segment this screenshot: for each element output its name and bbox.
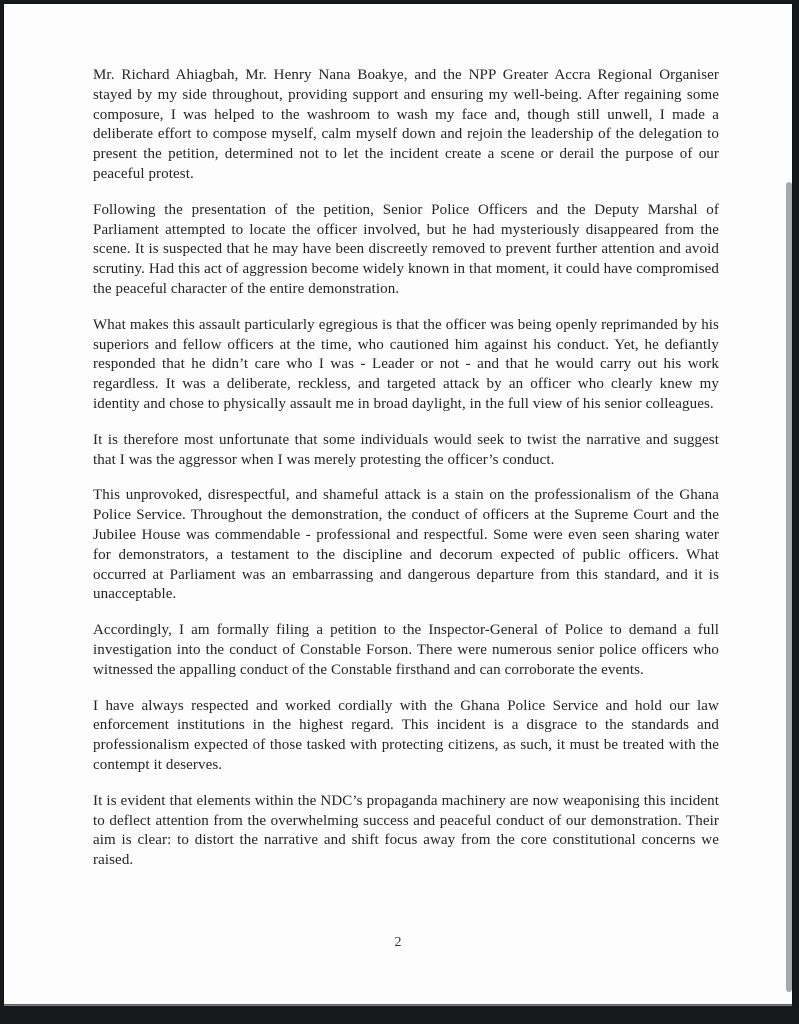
paragraph: I have always respected and worked cordially with the Ghana Police Service and hold our law enforcement institutions in the highest regard. This incident is a disgrace to the standards and professionalism expected of those tasked with protecting citizens, as such, it must be treated with the contempt it deserves. (93, 697, 719, 773)
scrollbar-thumb[interactable] (786, 182, 792, 992)
paragraph: What makes this assault particularly egregious is that the officer was being openly reprimanded by his superiors and fellow officers at the time, who cautioned him against his conduct. Yet, he defiantly responded that he didn’t care who I was - Leader or not - and that he would carry out his work regardless. It was a deliberate, reckless, and targeted attack by an officer who clearly knew my identity and chose to physically assault me in broad daylight, in the full view of his senior colleagues. (93, 316, 719, 412)
page-number: 2 (394, 935, 402, 950)
paragraph: It is evident that elements within the NDC’s propaganda machinery are now weaponising this incident to deflect attention from the overwhelming success and peaceful conduct of our demonstration. Their aim is clear: to distort the narrative and shift focus away from the core constitutional concerns we raised. (93, 792, 719, 869)
page-content (93, 66, 719, 887)
document-page (4, 4, 792, 1004)
paragraph: It is therefore most unfortunate that some individuals would seek to twist the narrative and suggest that I was the aggressor when I was merely protesting the officer’s conduct. (93, 431, 719, 468)
paragraph: This unprovoked, disrespectful, and shameful attack is a stain on the professionalism of the Ghana Police Service. Throughout the demonstration, the conduct of officers at the Supreme Court and the Jubilee House was commendable - professional and respectful. Some were even seen sharing water for demonstrators, a testament to the discipline and decorum expected of public officers. What occurred at Parliament was an embarrassing and dangerous departure from this standard, and it is unacceptable. (93, 487, 719, 603)
paragraph: Following the presentation of the petition, Senior Police Officers and the Deputy Marshal of Parliament attempted to locate the officer involved, but he had mysteriously disappeared from the scene. It is suspected that he may have been discreetly removed to prevent further attention and avoid scrutiny. Had this act of aggression become widely known in that moment, it could have compromised the peaceful character of the entire demonstration. (93, 201, 719, 297)
paragraph: Accordingly, I am formally filing a petition to the Inspector-General of Police to demand a full investigation into the conduct of Constable Forson. There were numerous senior police officers who witnessed the appalling conduct of the Constable firsthand and can corroborate the events. (93, 622, 719, 678)
paragraph: Mr. Richard Ahiagbah, Mr. Henry Nana Boakye, and the NPP Greater Accra Regional Organiser stayed by my side throughout, providing support and ensuring my well-being. After regaining some composure, I was helped to the washroom to wash my face and, though still unwell, I made a deliberate effort to compose myself, calm myself down and rejoin the leadership of the delegation to present the petition, determined not to let the incident create a scene or derail the purpose of our peaceful protest. (93, 67, 719, 182)
